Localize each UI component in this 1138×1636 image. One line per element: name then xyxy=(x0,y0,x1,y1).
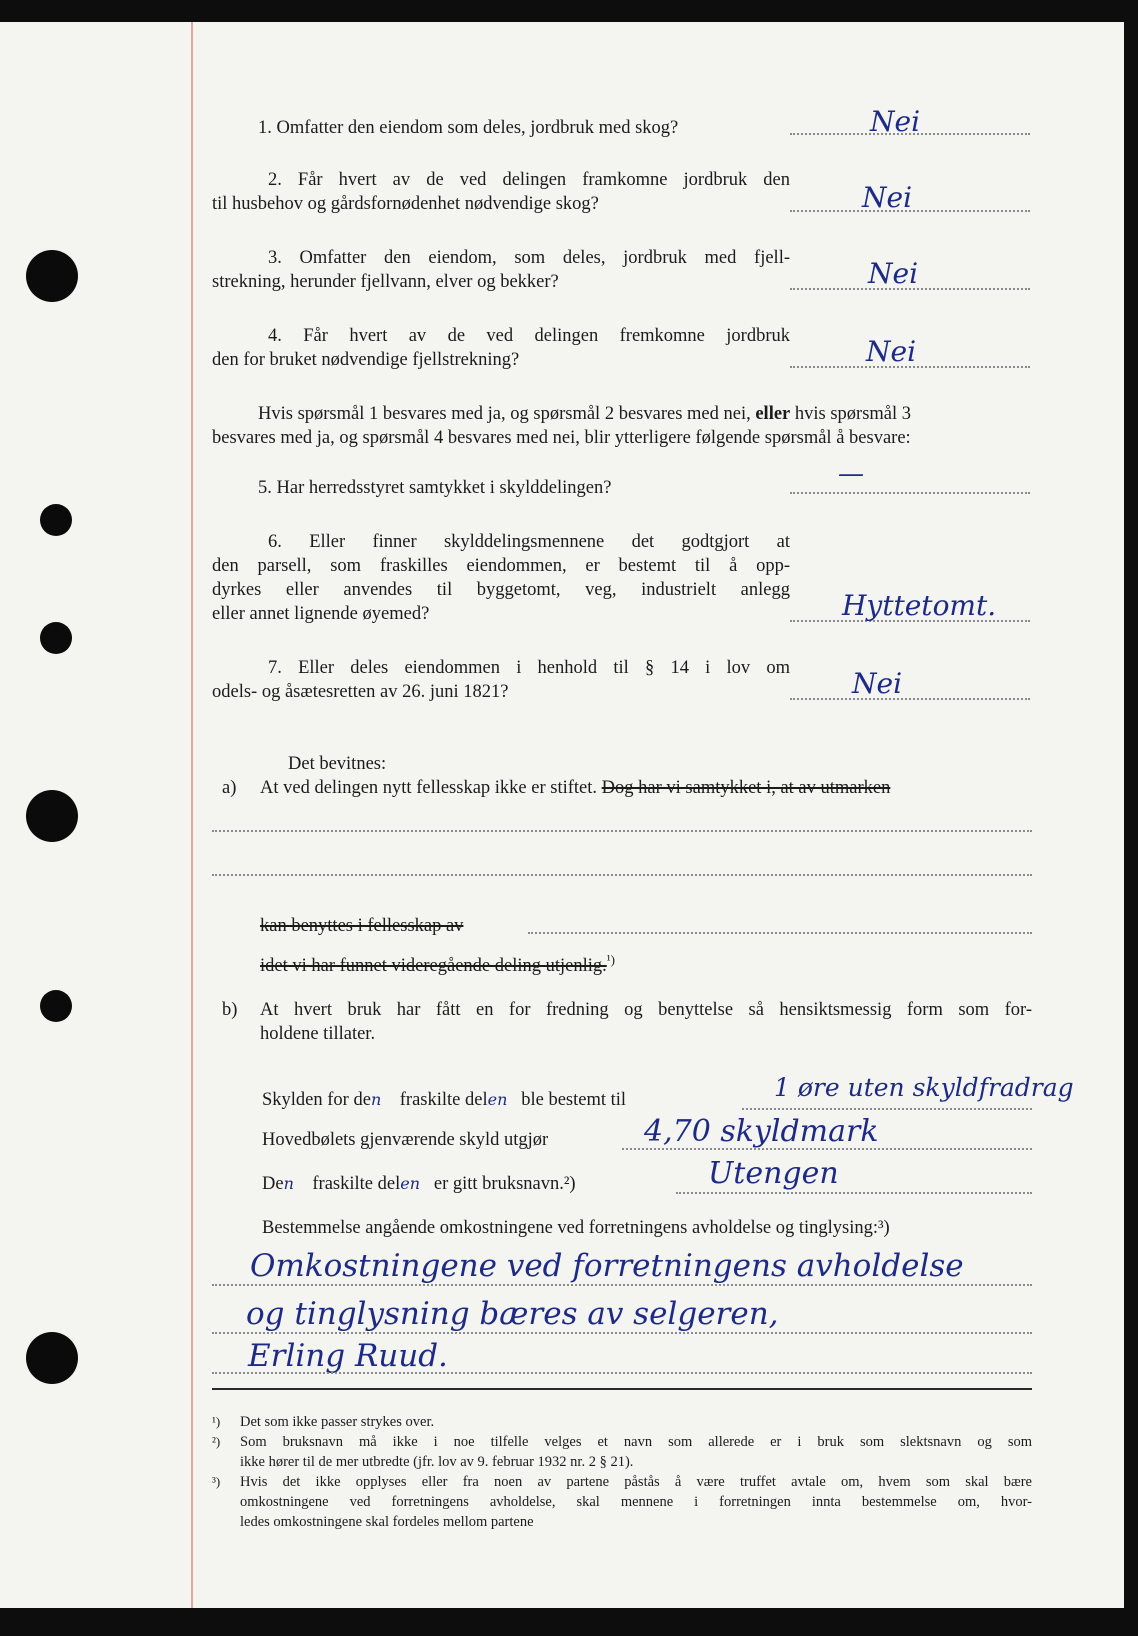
margin-line xyxy=(191,22,193,1608)
blank-line xyxy=(212,1332,1032,1334)
question-5: 5. Har herredsstyret samtykket i skylddelingen? xyxy=(258,478,612,498)
answer-line xyxy=(676,1192,1032,1194)
answer-q1: Nei xyxy=(870,105,921,138)
hovedbol-label: Hovedbølets gjenværende skyld utgjør xyxy=(262,1130,549,1150)
answer-q3: Nei xyxy=(868,257,919,290)
skylden-label: Skylden for den fraskilte delen ble bestemt til xyxy=(262,1090,627,1110)
punch-hole xyxy=(40,990,72,1022)
footnote-3-line3: ledes omkostningene skal fordeles mellom partene xyxy=(240,1514,534,1530)
footnote-3-line1: Hvis det ikke opplyses eller fra noen av partene påstås å være truffet avtale om, hvem som skal bære xyxy=(240,1474,1032,1490)
struck-line-1: kan benyttes i fellesskap av xyxy=(260,916,464,936)
punch-hole xyxy=(26,1332,78,1384)
conditional-line1: Hvis spørsmål 1 besvares med ja, og spørsmål 2 besvares med nei, eller hvis spørsmål 3 xyxy=(258,404,912,424)
blank-line xyxy=(212,1284,1032,1286)
question-6-line1: 6. Eller finner skylddelingsmennene det godtgjort at xyxy=(268,532,790,552)
punch-hole xyxy=(40,504,72,536)
question-7-line2: odels- og åsætesretten av 26. juni 1821? xyxy=(212,682,509,702)
bruksnavn-label: Den fraskilte delen er gitt bruksnavn.²) xyxy=(262,1174,576,1194)
question-3-line1: 3. Omfatter den eiendom, som deles, jordbruk med fjell- xyxy=(268,248,790,268)
bestemmelse-line2: og tinglysning bæres av selgeren, xyxy=(246,1296,779,1332)
bestemmelse-label: Bestemmelse angående omkostningene ved forretningens avholdelse og tinglysing:³) xyxy=(262,1218,890,1238)
answer-q7: Nei xyxy=(852,667,903,700)
punch-hole xyxy=(26,250,78,302)
footnote-2-marker: ²) xyxy=(212,1434,221,1449)
answer-line xyxy=(790,698,1030,700)
answer-q6: Hyttetomt. xyxy=(842,589,997,622)
blank-line xyxy=(528,932,1032,934)
footnote-2-line2: ikke hører til de mer utbredte (jfr. lov av 9. februar 1932 nr. 2 § 21). xyxy=(240,1454,634,1470)
question-6-line2: den parsell, som fraskilles eiendommen, er bestemt til å opp- xyxy=(212,556,790,576)
blank-line xyxy=(212,874,1032,876)
punch-hole xyxy=(40,622,72,654)
footnote-3-line2: omkostningene ved forretningens avholdelse, skal mennene i forretningen innta bestemmelse om, hvor- xyxy=(240,1494,1032,1510)
footnote-rule xyxy=(212,1388,1032,1390)
certify-a-label: a) xyxy=(222,778,237,798)
footnote-1-marker: ¹) xyxy=(212,1414,221,1429)
punch-hole xyxy=(26,790,78,842)
question-4-line1: 4. Får hvert av de ved delingen fremkomne jordbruk xyxy=(268,326,790,346)
answer-q5: — xyxy=(838,459,864,489)
bestemmelse-line3: Erling Ruud. xyxy=(248,1338,448,1374)
question-7-line1: 7. Eller deles eiendommen i henhold til § 14 i lov om xyxy=(268,658,790,678)
certify-heading: Det bevitnes: xyxy=(288,754,387,774)
certify-a-text: At ved delingen nytt fellesskap ikke er stiftet. Dog har vi samtykket i, at av utmarken xyxy=(260,778,891,798)
certify-b-label: b) xyxy=(222,1000,238,1020)
question-2-line2: til husbehov og gårdsfornødenhet nødvendige skog? xyxy=(212,194,599,214)
bruksnavn-value: Utengen xyxy=(708,1156,839,1191)
question-1: 1. Omfatter den eiendom som deles, jordbruk med skog? xyxy=(258,118,679,138)
certify-b-line1: At hvert bruk har fått en for fredning og benyttelse så hensiktsmessig form som for- xyxy=(260,1000,1032,1020)
blank-line xyxy=(212,1372,1032,1374)
question-4-line2: den for bruket nødvendige fjellstrekning? xyxy=(212,350,520,370)
bestemmelse-line1: Omkostningene ved forretningens avholdelse xyxy=(250,1248,964,1284)
footnote-3-marker: ³) xyxy=(212,1474,221,1489)
footnote-1: Det som ikke passer strykes over. xyxy=(240,1414,435,1430)
answer-q4: Nei xyxy=(866,335,917,368)
skylden-value: 1 øre uten skyldfradrag xyxy=(774,1073,1074,1102)
struck-line-2: idet vi har funnet videregående deling utjenlig.$^{^1)}$ xyxy=(260,952,615,977)
question-3-line2: strekning, herunder fjellvann, elver og bekker? xyxy=(212,272,559,292)
question-6-line3: dyrkes eller anvendes til byggetomt, veg, industrielt anlegg xyxy=(212,580,790,600)
question-2-line1: 2. Får hvert av de ved delingen framkomne jordbruk den xyxy=(268,170,790,190)
question-6-line4: eller annet lignende øyemed? xyxy=(212,604,430,624)
blank-line xyxy=(212,830,1032,832)
footnote-2-line1: Som bruksnavn må ikke i noe tilfelle velges et navn som allerede er i bruk som slektsnavn og som xyxy=(240,1434,1032,1450)
answer-line xyxy=(742,1108,1032,1110)
answer-line xyxy=(790,492,1030,494)
answer-q2: Nei xyxy=(862,181,913,214)
conditional-line2: besvares med ja, og spørsmål 4 besvares med nei, blir ytterligere følgende spørsmål å besvare: xyxy=(212,428,911,448)
certify-b-line2: holdene tillater. xyxy=(260,1024,376,1044)
struck-text: Dog har vi samtykket i, at av utmarken xyxy=(601,778,891,798)
hovedbol-value: 4,70 skyldmark xyxy=(644,1114,879,1149)
document-page xyxy=(0,22,1124,1608)
